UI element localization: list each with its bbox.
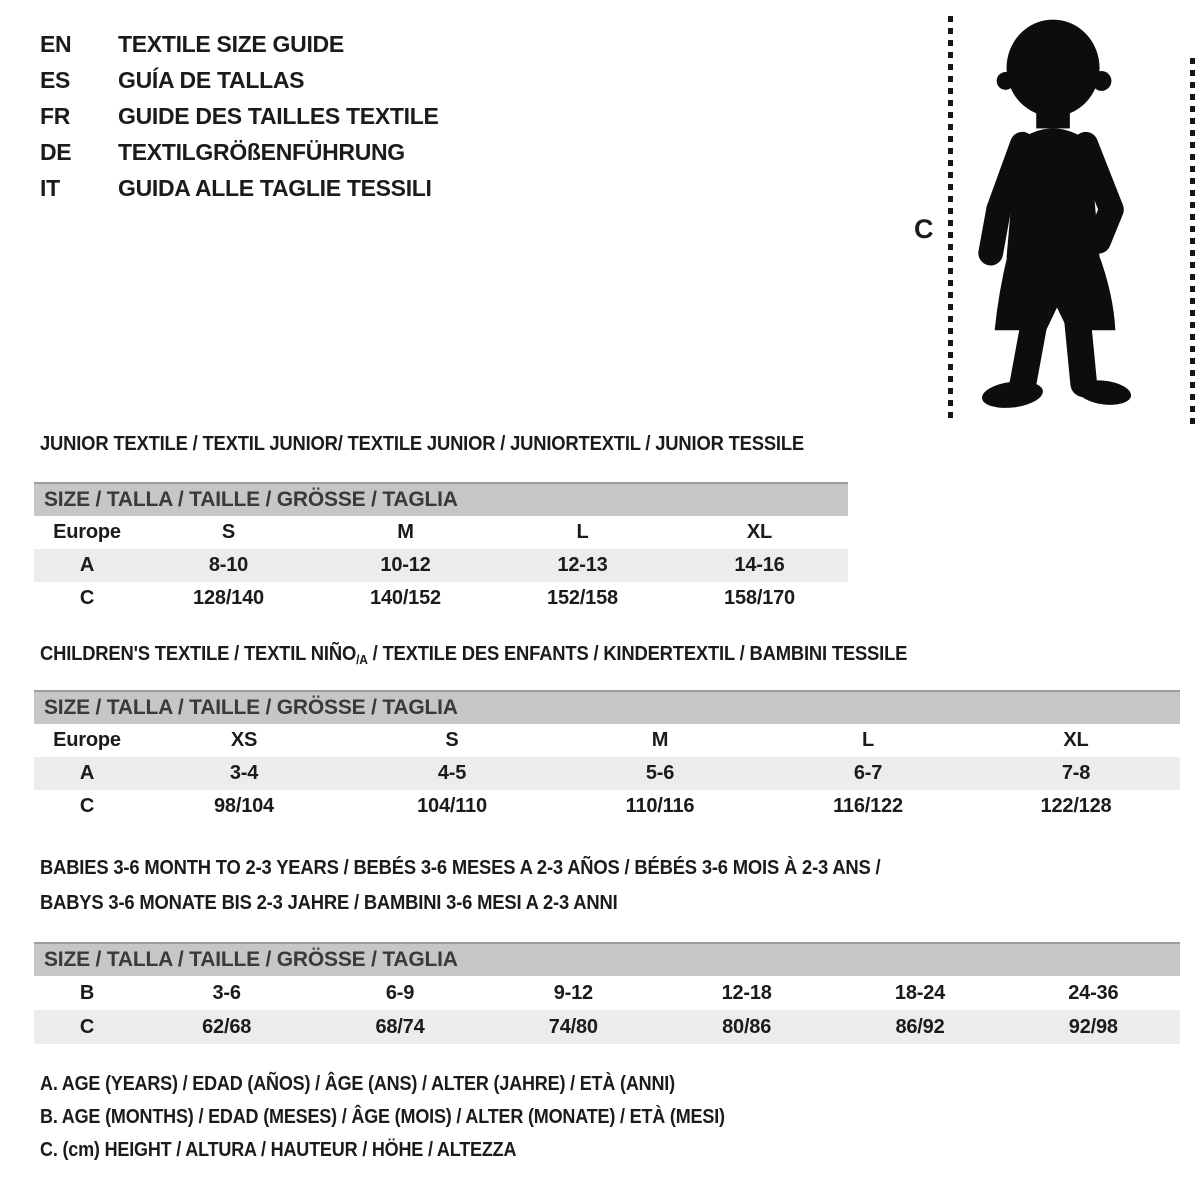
table-row-height [34,582,848,615]
size-header-label: SIZE / TALLA / TAILLE / GRÖSSE / TAGLIA [34,691,1180,724]
value-cell: 9-12 [553,981,593,1004]
value-cell: 10-12 [317,549,494,582]
size-cell: L [861,729,875,751]
language-list [40,26,439,206]
height-measure-label: C [914,214,934,244]
value-cell: 74/80 [487,1010,660,1044]
value-cell: 80/86 [660,1010,833,1044]
value-cell: 62/68 [140,1010,313,1044]
value-cell: 128/140 [193,587,264,609]
row-label: Europe [53,521,121,543]
value-cell: 14-16 [671,549,848,582]
babies-size-table [34,942,1180,1044]
children-size-table [34,690,1180,823]
value-cell: 12-13 [494,549,671,582]
value-cell: 140/152 [370,587,441,609]
value-cell: 3-6 [212,981,241,1004]
value-cell: 116/122 [833,795,903,817]
row-label: A [34,549,140,582]
children-title-subscript: /A [356,652,368,667]
table-row-height [34,1010,1180,1044]
row-label: B [79,981,95,1004]
value-cell: 18-24 [894,981,946,1004]
size-header-label: SIZE / TALLA / TAILLE / GRÖSSE / TAGLIA [34,943,1180,976]
row-label: C [34,1010,140,1044]
size-header-bar [34,483,848,516]
language-title: GUIDE DES TAILLES TEXTILE [118,102,439,129]
value-cell: 6-7 [764,757,972,790]
language-title: TEXTILGRÖßENFÜHRUNG [118,138,405,165]
legend-line-c: C. (cm) HEIGHT / ALTURA / HAUTEUR / HÖHE / ALTEZZA [40,1139,517,1161]
table-row-europe [34,516,848,549]
value-cell: 3-4 [140,757,348,790]
value-cell: 86/92 [833,1010,1006,1044]
language-row [40,134,439,170]
language-code: DE [40,138,72,165]
value-cell: 68/74 [313,1010,486,1044]
size-cell: M [651,729,669,751]
language-code: FR [40,102,71,129]
value-cell: 110/116 [625,795,695,817]
value-cell: 4-5 [348,757,556,790]
language-title: TEXTILE SIZE GUIDE [118,30,344,57]
value-cell: 152/158 [547,587,618,609]
row-label: C [79,795,95,817]
value-cell: 12-18 [721,981,772,1004]
language-title: GUIDA ALLE TAGLIE TESSILI [118,174,432,201]
size-header-bar [34,691,1180,724]
value-cell: 6-9 [385,981,415,1004]
size-cell: XL [1063,729,1089,751]
children-section-title [40,643,907,667]
value-cell: 158/170 [724,587,795,609]
value-cell: 5-6 [556,757,764,790]
value-cell: 8-10 [140,549,317,582]
size-header-label: SIZE / TALLA / TAILLE / GRÖSSE / TAGLIA [34,483,848,516]
table-row-age [34,757,1180,790]
children-title-suffix: / TEXTILE DES ENFANTS / KINDERTEXTIL / BAMBINI TESSILE [367,643,908,665]
language-row [40,62,439,98]
table-row-age [34,549,848,582]
table-row-europe [34,724,1180,757]
babies-section-title-line2: BABYS 3-6 MONATE BIS 2-3 JAHRE / BAMBINI 3-6 MESI A 2-3 ANNI [40,892,618,914]
height-measure-line-right [1190,58,1195,426]
language-code: EN [40,30,72,57]
size-cell: L [576,521,589,543]
size-cell: S [445,729,459,751]
legend-line-b: B. AGE (MONTHS) / EDAD (MESES) / ÂGE (MOIS) / ALTER (MONATE) / ETÀ (MESI) [40,1106,725,1128]
language-row [40,98,439,134]
legend-line-a: A. AGE (YEARS) / EDAD (AÑOS) / ÂGE (ANS) / ALTER (JAHRE) / ETÀ (ANNI) [40,1073,675,1095]
value-cell: 104/110 [417,795,487,817]
row-label: Europe [53,729,121,751]
value-cell: 98/104 [214,795,274,817]
value-cell: 7-8 [972,757,1180,790]
height-measure-line [948,16,953,418]
row-label: A [34,757,140,790]
language-code: IT [40,174,60,201]
size-cell: S [221,521,236,543]
language-title: GUÍA DE TALLAS [118,66,305,93]
value-cell: 122/128 [1040,795,1112,817]
baby-silhouette-icon [963,14,1151,418]
children-title-prefix: CHILDREN'S TEXTILE / TEXTIL NIÑO [40,643,357,665]
table-row-months [34,976,1180,1010]
junior-section-title: JUNIOR TEXTILE / TEXTIL JUNIOR/ TEXTILE JUNIOR / JUNIORTEXTIL / JUNIOR TESSILE [40,433,805,455]
size-cell: XL [746,521,773,543]
language-row [40,170,439,206]
size-cell: XS [230,729,258,751]
value-cell: 92/98 [1007,1010,1180,1044]
language-row [40,26,439,62]
size-header-bar [34,943,1180,976]
table-row-height [34,790,1180,823]
row-label: C [79,587,95,609]
babies-section-title-line1: BABIES 3-6 MONTH TO 2-3 YEARS / BEBÉS 3-6 MESES A 2-3 AÑOS / BÉBÉS 3-6 MOIS À 2-3 ANS / [40,857,881,879]
size-cell: M [397,521,414,543]
junior-size-table [34,482,848,615]
language-code: ES [40,66,71,93]
value-cell: 24-36 [1068,981,1119,1004]
